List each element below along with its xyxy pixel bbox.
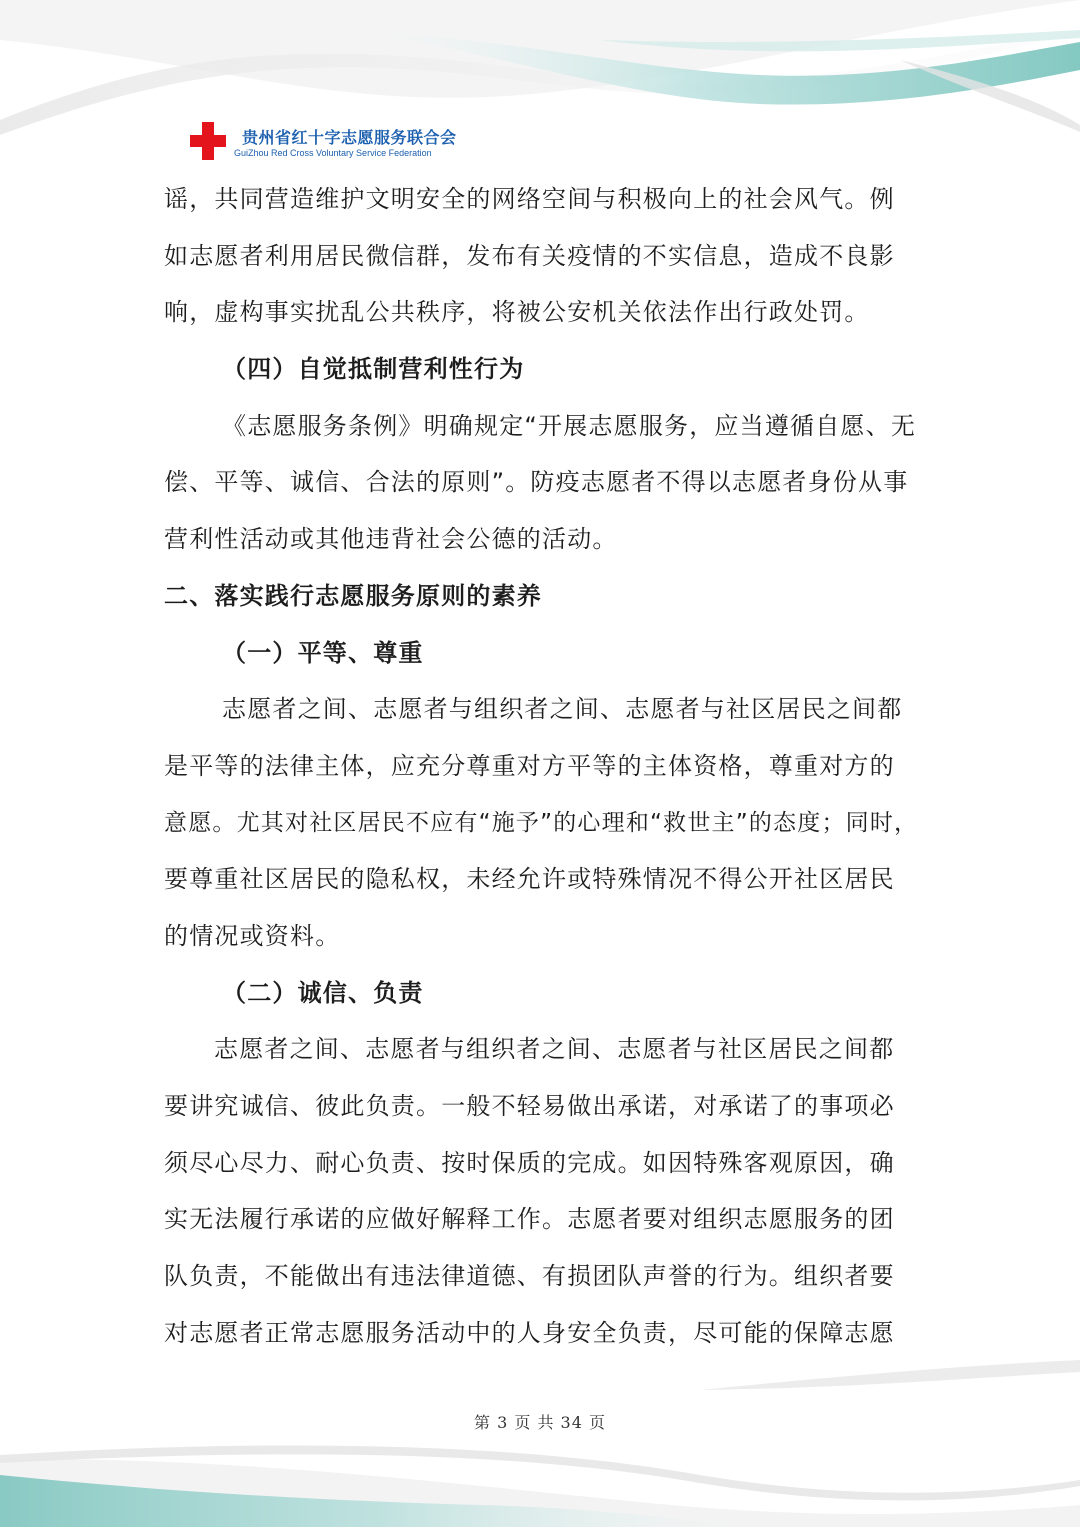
paragraph-line: 队负责，不能做出有违法律道德、有损团队声誉的行为。组织者要 [164,1262,895,1291]
paragraph-line: 响，虚构事实扰乱公共秩序，将被公安机关依法作出行政处罚。 [164,298,870,327]
org-name-english: GuiZhou Red Cross Voluntary Service Federation [234,148,432,158]
paragraph-line: 谣，共同营造维护文明安全的网络空间与积极向上的社会风气。例 [164,185,895,213]
paragraph-line: 实无法履行承诺的应做好解释工作。志愿者要对组织志愿服务的团 [164,1205,895,1234]
chapter-heading-2: 二、落实践行志愿服务原则的素养 [164,581,542,610]
paragraph-line: 对志愿者正常志愿服务活动中的人身安全负责，尽可能的保障志愿 [164,1318,895,1347]
paragraph-line: 如志愿者利用居民微信群，发布有关疫情的不实信息，造成不良影 [164,241,895,270]
section-heading-4: （四）自觉抵制营利性行为 [222,355,525,384]
red-cross-icon [190,122,226,160]
paragraph-line: 要讲究诚信、彼此负责。一般不轻易做出承诺，对承诺了的事项必 [164,1092,895,1120]
section-heading-1: （一）平等、尊重 [222,638,424,667]
paragraph-line: 《志愿服务条例》明确规定“开展志愿服务，应当遵循自愿、无 [222,411,917,440]
document-body [164,171,924,1361]
paragraph-line: 要尊重社区居民的隐私权，未经允许或特殊情况不得公开社区居民 [164,865,895,894]
paragraph-line: 志愿者之间、志愿者与组织者之间、志愿者与社区居民之间都 [222,695,903,724]
paragraph-line: 志愿者之间、志愿者与组织者之间、志愿者与社区居民之间都 [214,1035,895,1064]
paragraph-line: 须尽心尽力、耐心负责、按时保质的完成。如因特殊客观原因，确 [164,1148,895,1177]
page-number: 第 3 页 共 34 页 [474,1413,606,1432]
org-name-chinese: 贵州省红十字志愿服务联合会 [242,128,457,147]
section-heading-2: （二）诚信、负责 [222,978,424,1007]
paragraph-line: 营利性活动或其他违背社会公德的活动。 [164,525,618,554]
paragraph-line: 偿、平等、诚信、合法的原则”。防疫志愿者不得以志愿者身份从事 [164,468,909,497]
paragraph-line: 意愿。尤其对社区居民不应有“施予”的心理和“救世主”的态度；同时， [164,809,919,836]
organization-header [190,122,490,162]
paragraph-line: 是平等的法律主体，应充分尊重对方平等的主体资格，尊重对方的 [164,751,895,780]
paragraph-line: 的情况或资料。 [164,921,341,950]
